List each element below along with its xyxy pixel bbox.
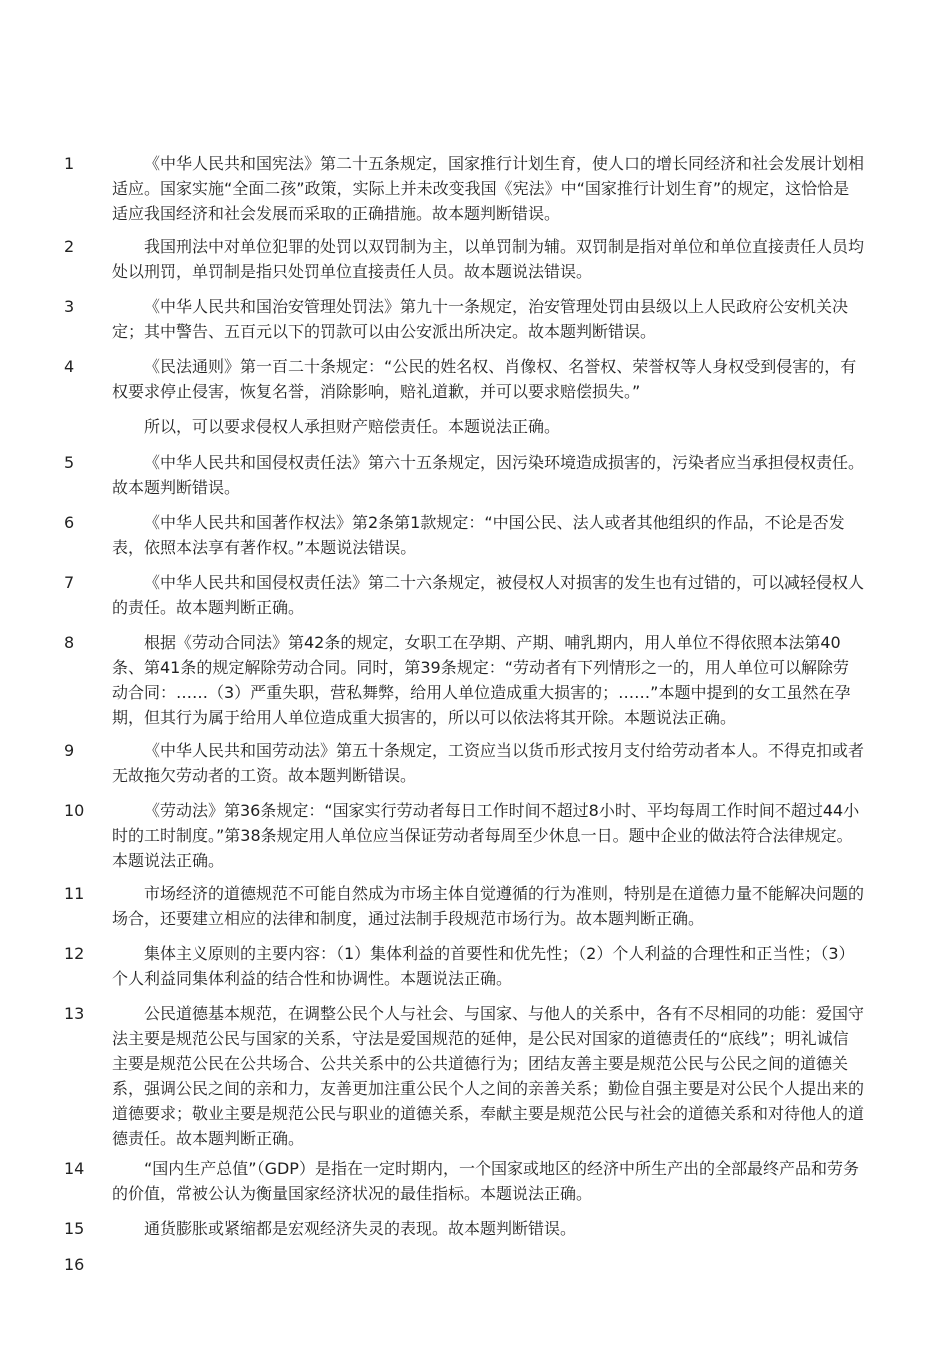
- item-text: 通货膨胀或紧缩都是宏观经济失灵的表现。故本题判断错误。: [144, 1219, 577, 1238]
- item-number: 4: [64, 357, 75, 376]
- item-number: 14: [64, 1159, 85, 1178]
- item-number: 15: [64, 1219, 85, 1238]
- item-number: 9: [64, 741, 75, 760]
- item-number: 2: [64, 237, 75, 256]
- item-text: “国内生产总值”（GDP）是指在一定时期内，一个国家或地区的经济中所生产出的全部最终产品和劳务的价值，常被公认为衡量国家经济状况的最佳指标。本题说法正确。: [112, 1159, 859, 1203]
- item-number: 12: [64, 944, 85, 963]
- item-text: 《中华人民共和国治安管理处罚法》第九十一条规定，治安管理处罚由县级以上人民政府公安机关决定；其中警告、五百元以下的罚款可以由公安派出所决定。故本题判断错误。: [112, 297, 849, 341]
- item-text: 《民法通则》第一百二十条规定：“公民的姓名权、肖像权、名誉权、荣誉权等人身权受到侵害的，有权要求停止侵害，恢复名誉，消除影响，赔礼道歉，并可以要求赔偿损失。”: [112, 357, 857, 401]
- item-extra-text: 所以，可以要求侵权人承担财产赔偿责任。本题说法正确。: [144, 417, 561, 436]
- item-text: 公民道德基本规范，在调整公民个人与社会、与国家、与他人的关系中，各有不尽相同的功能：爱国守法主要是规范公民与国家的关系，守法是爱国规范的延伸，是公民对国家的道德责任的“底线”；明礼诚信主要是规范公民在公共场合、公共关系中的公共道德行为；团结友善主要是规范公民与公民之间的道德关系，强调公民之间的亲和力，友善更加注重公民个人之间的亲善关系；勤俭自强主要是对公民个人提出来的道德要求；敬业主要是规范公民与职业的道德关系，奉献主要是规范公民与社会的道德关系和对待他人的道德责任。故本题判断正确。: [112, 1004, 865, 1148]
- item-text: 《中华人民共和国侵权责任法》第二十六条规定，被侵权人对损害的发生也有过错的，可以减轻侵权人的责任。故本题判断正确。: [112, 573, 865, 617]
- item-number: 3: [64, 297, 75, 316]
- item-number: 1: [64, 154, 75, 173]
- item-text: 《中华人民共和国宪法》第二十五条规定，国家推行计划生育，使人口的增长同经济和社会发展计划相适应。国家实施“全面二孩”政策，实际上并未改变我国《宪法》中“国家推行计划生育”的规定，这恰恰是适应我国经济和社会发展而采取的正确措施。故本题判断错误。: [112, 154, 865, 223]
- item-number: 10: [64, 801, 85, 820]
- item-text: 市场经济的道德规范不可能自然成为市场主体自觉遵循的行为准则，特别是在道德力量不能解决问题的场合，还要建立相应的法律和制度，通过法制手段规范市场行为。故本题判断正确。: [112, 884, 865, 928]
- item-number: 13: [64, 1004, 85, 1023]
- item-text: 根据《劳动合同法》第42条的规定，女职工在孕期、产期、哺乳期内，用人单位不得依照本法第40条、第41条的规定解除劳动合同。同时，第39条规定：“劳动者有下列情形之一的，用人单位可以解除劳动合同：……（3）严重失职，营私舞弊，给用人单位造成重大损害的；……”本题中提到的女工虽然在孕期，但其行为属于给用人单位造成重大损害的，所以可以依法将其开除。本题说法正确。: [112, 633, 851, 727]
- item-number: 6: [64, 513, 75, 532]
- item-text: 集体主义原则的主要内容：（1）集体利益的首要性和优先性；（2）个人利益的合理性和正当性；（3）个人利益同集体利益的结合性和协调性。本题说法正确。: [112, 944, 855, 988]
- item-number: 16: [64, 1255, 85, 1274]
- item-text: 《中华人民共和国侵权责任法》第六十五条规定，因污染环境造成损害的，污染者应当承担侵权责任。故本题判断错误。: [112, 453, 865, 497]
- item-number: 8: [64, 633, 75, 652]
- item-text: 《劳动法》第36条规定：“国家实行劳动者每日工作时间不超过8小时、平均每周工作时间不超过44小时的工时制度。”第38条规定用人单位应当保证劳动者每周至少休息一日。题中企业的做法符合法律规定。本题说法正确。: [112, 801, 860, 870]
- item-number: 7: [64, 573, 75, 592]
- item-number: 11: [64, 884, 85, 903]
- item-number: 5: [64, 453, 75, 472]
- item-text: 《中华人民共和国劳动法》第五十条规定，工资应当以货币形式按月支付给劳动者本人。不得克扣或者无故拖欠劳动者的工资。故本题判断错误。: [112, 741, 865, 785]
- item-text: 我国刑法中对单位犯罪的处罚以双罚制为主，以单罚制为辅。双罚制是指对单位和单位直接责任人员均处以刑罚，单罚制是指只处罚单位直接责任人员。故本题说法错误。: [112, 237, 865, 281]
- item-text: 《中华人民共和国著作权法》第2条第1款规定：“中国公民、法人或者其他组织的作品，不论是否发表，依照本法享有著作权。”本题说法错误。: [112, 513, 845, 557]
